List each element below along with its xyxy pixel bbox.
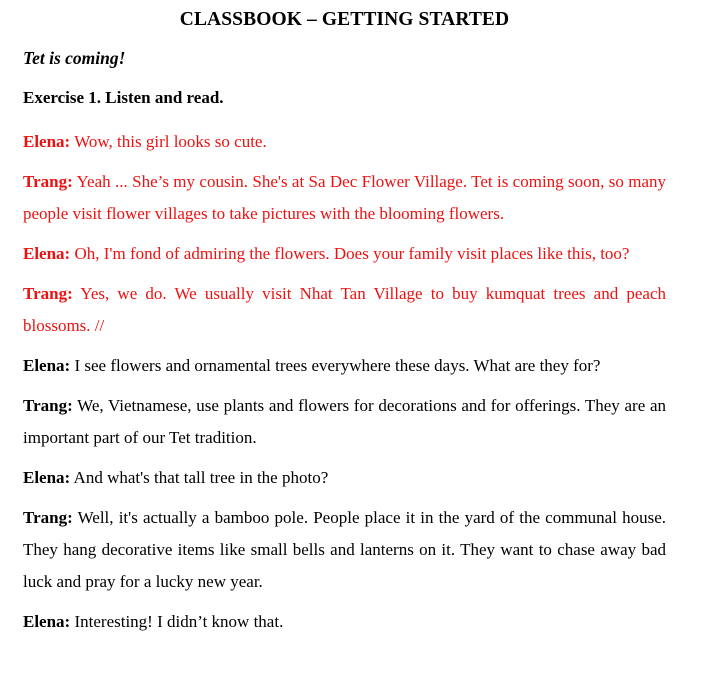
speaker-name: Elena: [23, 244, 71, 263]
speaker-name: Trang: [23, 508, 73, 527]
speaker-name: Elena: [23, 468, 71, 487]
exercise-heading: Exercise 1. Listen and read. [23, 88, 224, 107]
speaker-name: Trang: [23, 396, 73, 415]
page-title: CLASSBOOK – GETTING STARTED [179, 9, 510, 30]
dialogue-text: Yes, we do. We usually visit Nhat Tan Village to buy kumquat trees and peach blossoms. // [23, 284, 666, 335]
dialogue-line [23, 166, 666, 230]
dialogue-text: Well, it's actually a bamboo pole. People place it in the yard of the communal house. They hang decorative items like small bells and lanterns on it. They want to chase away bad luck and pray for a lucky new year. [23, 508, 667, 591]
dialogue-line [23, 278, 666, 342]
dialogue-line [23, 502, 666, 598]
dialogue-text: Yeah ... She’s my cousin. She's at Sa Dec Flower Village. Tet is coming soon, so many people visit flower villages to take pictures with the blooming flowers. [23, 172, 666, 223]
dialogue-text: Wow, this girl looks so cute. [74, 132, 267, 151]
dialogue-line [23, 350, 666, 382]
dialogue-line [23, 606, 666, 638]
dialogue-text: I see flowers and ornamental trees everywhere these days. What are they for? [74, 356, 601, 375]
dialogue-line [23, 238, 666, 270]
dialogue-text: We, Vietnamese, use plants and flowers for decorations and for offerings. They are an important part of our Tet tradition. [23, 396, 666, 447]
speaker-name: Elena: [23, 612, 71, 631]
dialogue-line [23, 126, 666, 158]
dialogue-text: And what's that tall tree in the photo? [73, 468, 329, 487]
dialogue-text: Oh, I'm fond of admiring the flowers. Does your family visit places like this, too? [74, 244, 630, 263]
dialogue-line [23, 390, 666, 454]
speaker-name: Trang: [23, 284, 73, 303]
speaker-name: Trang: [23, 172, 73, 191]
speaker-name: Elena: [23, 356, 71, 375]
speaker-name: Elena: [23, 132, 71, 151]
lesson-subtitle: Tet is coming! [23, 48, 126, 68]
dialogue-text: Interesting! I didn’t know that. [74, 612, 284, 631]
dialogue-line [23, 462, 666, 494]
